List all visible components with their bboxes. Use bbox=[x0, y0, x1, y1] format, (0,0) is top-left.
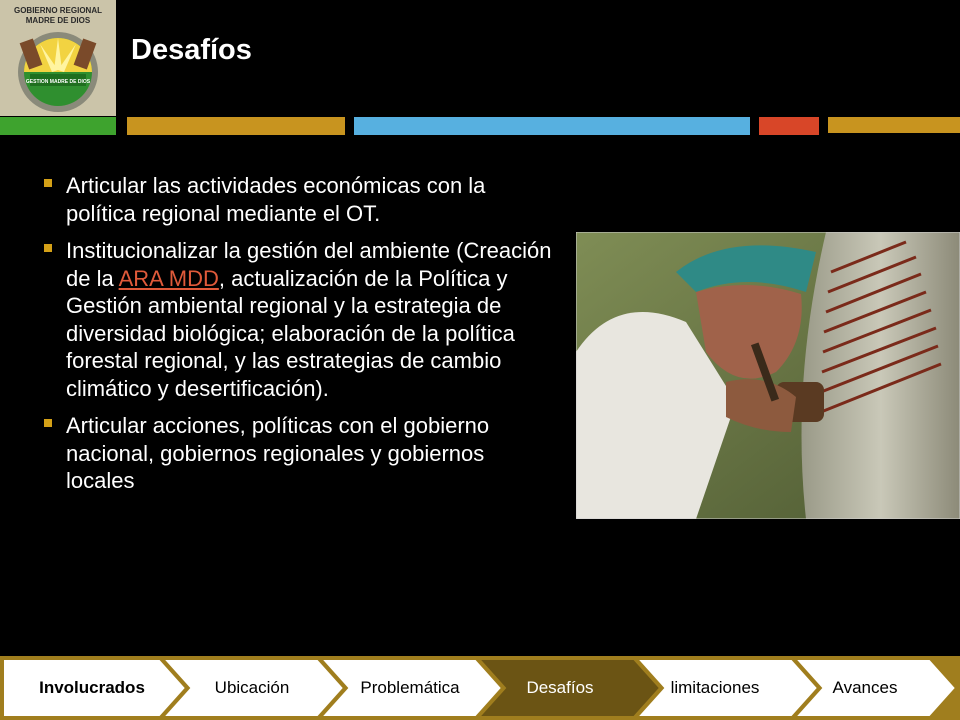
logo-text-top: GOBIERNO REGIONAL bbox=[13, 6, 103, 15]
bullet-text: Articular las actividades económicas con la política regional mediante el OT. bbox=[66, 173, 486, 226]
section-navigation bbox=[0, 656, 960, 720]
accent-bar-4 bbox=[759, 117, 819, 135]
ara-mdd-link[interactable]: ARA MDD bbox=[118, 265, 219, 291]
logo-text-mid: MADRE DE DIOS bbox=[25, 16, 91, 25]
bullet-icon bbox=[44, 179, 52, 187]
nav-item-problematica[interactable]: Problemática bbox=[360, 678, 460, 697]
nav-item-involucrados[interactable]: Involucrados bbox=[39, 678, 145, 697]
accent-bar-3 bbox=[354, 117, 750, 135]
rubber-tapper-photo bbox=[576, 232, 960, 519]
bullet-text: Articular acciones, políticas con el gobierno nacional, gobiernos regionales y gobiernos locales bbox=[66, 413, 490, 493]
nav-item-limitaciones[interactable]: limitaciones bbox=[670, 678, 760, 697]
bullet-icon bbox=[44, 244, 52, 252]
nav-item-desafios[interactable]: Desafíos bbox=[526, 678, 594, 697]
nav-item-ubicacion[interactable]: Ubicación bbox=[214, 678, 290, 697]
gobierno-regional-logo bbox=[0, 0, 116, 116]
accent-bar-1 bbox=[0, 117, 116, 135]
list-item bbox=[44, 237, 554, 402]
page-title: Desafíos bbox=[131, 34, 252, 66]
nav-item-avances[interactable]: Avances bbox=[832, 678, 898, 697]
bullet-text-after: , actualización de la Política y Gestión ambiental regional y la estrategia de diversidad biológica; elaboración de la política forestal regional, y las estrategias de cambio climático y desertificación). bbox=[66, 265, 515, 401]
list-item bbox=[44, 172, 554, 227]
challenges-list bbox=[44, 172, 554, 505]
accent-bar-5 bbox=[828, 117, 960, 133]
logo-text-ribbon: GESTION MADRE DE DIOS bbox=[25, 79, 91, 85]
accent-bar-2 bbox=[127, 117, 345, 135]
bullet-text-before: Institucionalizar la gestión del ambiente (Creación de la bbox=[66, 238, 552, 291]
bullet-icon bbox=[44, 419, 52, 427]
list-item bbox=[44, 412, 554, 495]
